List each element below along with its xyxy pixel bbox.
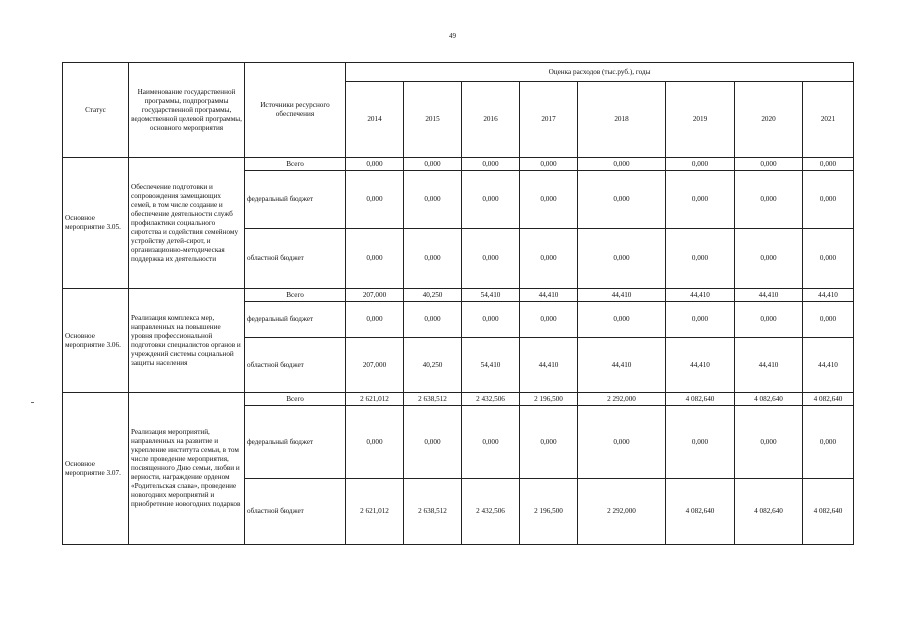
value-cell: 44,410 [578,289,666,302]
header-year: 2017 [520,82,578,158]
value-cell: 0,000 [462,158,520,171]
value-cell: 2 196,500 [520,393,578,406]
value-cell: 40,250 [404,338,462,393]
value-cell: 0,000 [735,406,803,479]
program-name-cell: Реализация мероприятий, направленных на развитие и укрепление института семьи, в том числе проведение мероприятия, посвященного Дню семьи, любви и верности, награждение орденом «Родительская слава», проведение новогодних мероприятий и приобретение новогодних подарков [129,393,245,545]
value-cell: 44,410 [803,338,854,393]
value-cell: 54,410 [462,289,520,302]
value-cell: 0,000 [520,158,578,171]
value-cell: 2 638,512 [404,479,462,545]
value-cell: 44,410 [666,289,735,302]
source-cell: областной бюджет [245,229,346,289]
value-cell: 0,000 [735,229,803,289]
value-cell: 0,000 [803,302,854,338]
value-cell: 0,000 [462,302,520,338]
value-cell: 0,000 [666,406,735,479]
value-cell: 0,000 [520,302,578,338]
value-cell: 4 082,640 [666,393,735,406]
header-year: 2019 [666,82,735,158]
value-cell: 0,000 [735,171,803,229]
value-cell: 0,000 [346,229,404,289]
source-cell: федеральный бюджет [245,171,346,229]
value-cell: 0,000 [666,171,735,229]
value-cell: 0,000 [803,171,854,229]
value-cell: 0,000 [404,302,462,338]
source-cell: областной бюджет [245,479,346,545]
value-cell: 44,410 [735,338,803,393]
value-cell: 0,000 [520,406,578,479]
margin-mark [31,402,34,403]
header-sources: Источники ресурсного обеспечения [245,63,346,158]
value-cell: 0,000 [346,158,404,171]
value-cell: 2 432,506 [462,393,520,406]
value-cell: 207,000 [346,338,404,393]
value-cell: 0,000 [578,171,666,229]
value-cell: 4 082,640 [803,479,854,545]
value-cell: 44,410 [803,289,854,302]
value-cell: 0,000 [520,171,578,229]
header-year: 2016 [462,82,520,158]
header-year: 2018 [578,82,666,158]
value-cell: 2 196,500 [520,479,578,545]
header-name: Наименование государственной программы, подпрограммы государственной программы, ведомственной целевой программы, основного мероприятия [129,63,245,158]
value-cell: 2 621,012 [346,479,404,545]
header-year: 2020 [735,82,803,158]
status-cell: Основное мероприятие 3.07. [63,393,129,545]
value-cell: 4 082,640 [735,393,803,406]
value-cell: 0,000 [666,302,735,338]
value-cell: 0,000 [346,171,404,229]
header-year: 2021 [803,82,854,158]
program-name-cell: Обеспечение подготовки и сопровождения замещающих семей, в том числе создание и обеспечение деятельности служб профилактики социального сиротства и содействия семейному устройству детей-сирот, и организационно-методическая поддержка их деятельности [129,158,245,289]
header-year: 2015 [404,82,462,158]
value-cell: 0,000 [735,158,803,171]
value-cell: 44,410 [520,338,578,393]
value-cell: 0,000 [578,229,666,289]
value-cell: 0,000 [346,302,404,338]
value-cell: 0,000 [404,158,462,171]
table-row [63,289,854,302]
source-cell: Всего [245,289,346,302]
value-cell: 0,000 [346,406,404,479]
source-cell: федеральный бюджет [245,302,346,338]
value-cell: 2 638,512 [404,393,462,406]
value-cell: 0,000 [666,229,735,289]
value-cell: 44,410 [520,289,578,302]
value-cell: 2 292,000 [578,393,666,406]
table-row [63,158,854,171]
status-cell: Основное мероприятие 3.05. [63,158,129,289]
table-row [63,393,854,406]
header-year: 2014 [346,82,404,158]
program-name-cell: Реализация комплекса мер, направленных на повышение уровня профессиональной подготовки специалистов органов и учреждений системы социальной защиты населения [129,289,245,393]
value-cell: 4 082,640 [735,479,803,545]
value-cell: 0,000 [404,171,462,229]
value-cell: 0,000 [462,171,520,229]
source-cell: федеральный бюджет [245,406,346,479]
budget-table [62,62,854,545]
value-cell: 0,000 [803,406,854,479]
value-cell: 0,000 [404,229,462,289]
value-cell: 0,000 [462,229,520,289]
status-cell: Основное мероприятие 3.06. [63,289,129,393]
value-cell: 0,000 [803,158,854,171]
value-cell: 0,000 [735,302,803,338]
value-cell: 2 432,506 [462,479,520,545]
value-cell: 44,410 [735,289,803,302]
value-cell: 0,000 [666,158,735,171]
value-cell: 2 621,012 [346,393,404,406]
header-estimate: Оценка расходов (тыс.руб.), годы [346,63,854,82]
value-cell: 0,000 [578,406,666,479]
value-cell: 44,410 [666,338,735,393]
value-cell: 40,250 [404,289,462,302]
value-cell: 0,000 [404,406,462,479]
header-status: Статус [63,63,129,158]
value-cell: 54,410 [462,338,520,393]
page-number: 49 [449,32,456,40]
value-cell: 0,000 [803,229,854,289]
value-cell: 0,000 [462,406,520,479]
source-cell: Всего [245,158,346,171]
value-cell: 4 082,640 [803,393,854,406]
value-cell: 2 292,000 [578,479,666,545]
value-cell: 44,410 [578,338,666,393]
source-cell: областной бюджет [245,338,346,393]
value-cell: 0,000 [520,229,578,289]
value-cell: 207,000 [346,289,404,302]
value-cell: 0,000 [578,302,666,338]
value-cell: 4 082,640 [666,479,735,545]
source-cell: Всего [245,393,346,406]
value-cell: 0,000 [578,158,666,171]
